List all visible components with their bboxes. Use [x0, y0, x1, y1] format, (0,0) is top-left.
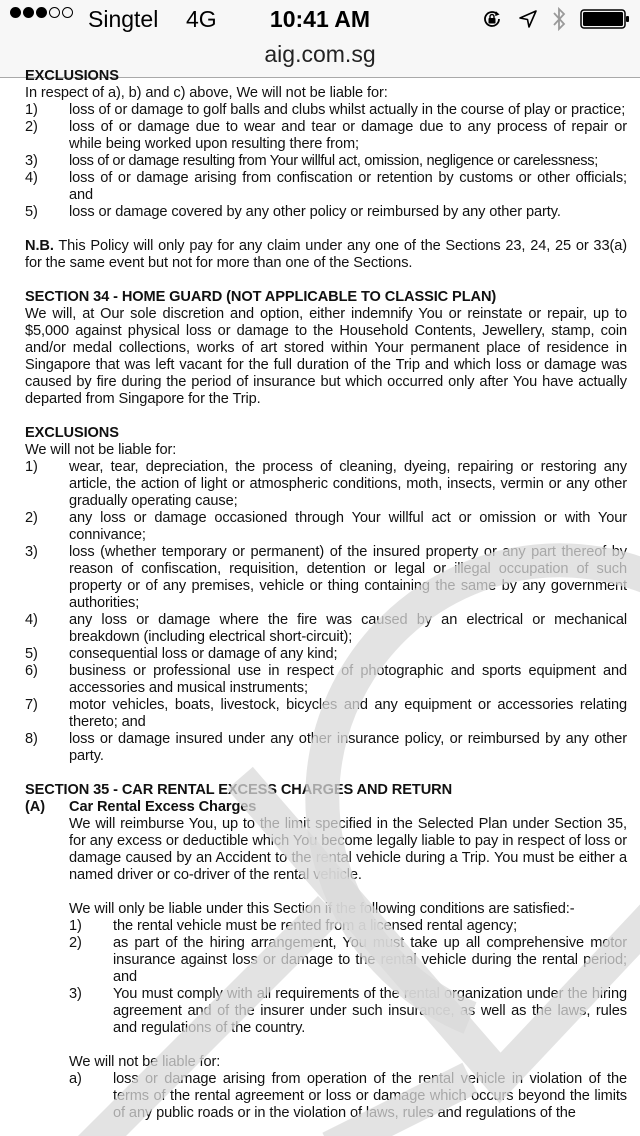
carrier-name: Singtel	[88, 6, 159, 32]
section-35-conditions-intro: We will only be liable under this Section if the following conditions are satisfied:-	[69, 901, 575, 917]
orientation-lock-icon	[480, 7, 504, 31]
list-item: 5) loss or damage covered by any other policy or reimbursed by any other party.	[25, 204, 561, 220]
status-bar	[0, 0, 640, 40]
section-34-exclusions-title: EXCLUSIONS	[25, 425, 119, 441]
list-item: 4) any loss or damage where the fire was caused by an electrical or mechanical breakdown (including electrical short-circuit);	[25, 612, 627, 645]
list-item: 3) You must comply with all requirements of the rental organization under the hiring agreement and of the insurer under such insurance, as well as the laws, rules and regulations of the country.	[69, 986, 627, 1036]
list-item: 1) wear, tear, depreciation, the process of cleaning, dyeing, repairing or restoring any article, the action of light or atmospheric conditions, moth, insects, vermin or any other gradually operating cause;	[25, 459, 627, 509]
url-text[interactable]: aig.com.sg	[264, 41, 376, 67]
list-item: a) loss or damage arising from operation of the rental vehicle in violation of the terms of the rental agreement or loss or damage which occurs beyond the limits of any public roads or in the violation of laws, rules and regulations of the	[69, 1071, 627, 1121]
section-35-conditions-list	[25, 918, 627, 1037]
battery-icon	[580, 8, 630, 30]
list-item: 6) business or professional use in respect of photographic and sports equipment and accessories and musical instruments;	[25, 663, 627, 696]
list-item: 3) loss (whether temporary or permanent) of the insured property or any part thereof by reason of confiscation, requisition, detention or legal or illegal occupation of such property or of any premises, vehicle or thing containing the same by any government authorities;	[25, 544, 627, 611]
web-page-content[interactable]	[0, 68, 640, 1136]
section-34-exclusions-intro: We will not be liable for:	[25, 442, 177, 458]
nb-note: N.B. This Policy will only pay for any claim under any one of the Sections 23, 24, 25 or 33(a) for the same event but not for more than one of the Sections.	[25, 238, 627, 271]
bluetooth-icon	[552, 7, 566, 31]
section-34-exclusions-list	[25, 459, 627, 765]
network-type: 4G	[186, 6, 217, 32]
location-arrow-icon	[518, 9, 538, 29]
list-item: 3) loss of or damage resulting from Your willful act, omission, negligence or carelessness;	[25, 153, 598, 169]
section-35-title: SECTION 35 - CAR RENTAL EXCESS CHARGES AND RETURN	[25, 782, 453, 798]
section-34-body: We will, at Our sole discretion and option, either indemnify You or reinstate or repair, up to $5,000 against physical loss or damage to the Household Contents, Jewellery, stamp, coin and/or medal collections, works of art stored within Your permanent place of residence in Singapore that was left vacant for the full duration of the Trip and which loss or damage was caused by fire during the period of insurance but which occurred only after You have actually departed from Singapore for the Trip.	[25, 306, 627, 407]
list-item: 4) loss of or damage arising from confiscation or retention by customs or other officials; and	[25, 170, 627, 203]
section-35-not-liable-list	[25, 1071, 627, 1122]
list-item: 1) the rental vehicle must be rented from a licensed rental agency;	[69, 918, 518, 934]
signal-strength-icon	[10, 7, 73, 18]
list-item: 2) any loss or damage occasioned through Your willful act or omission or with Your connivance;	[25, 510, 627, 543]
list-item: 2) as part of the hiring arrangement, You must take up all comprehensive motor insurance against loss or damage to the rental vehicle during the rental period; and	[69, 935, 627, 985]
exclusions-intro: In respect of a), b) and c) above, We will not be liable for:	[25, 85, 388, 101]
section-35-not-liable-intro: We will not be liable for:	[69, 1054, 221, 1070]
policy-document	[25, 68, 627, 1122]
list-item: 5) consequential loss or damage of any kind;	[25, 646, 338, 662]
section-34-title: SECTION 34 - HOME GUARD (NOT APPLICABLE TO CLASSIC PLAN)	[25, 289, 497, 305]
section-35-body: We will reimburse You, up to the limit specified in the Selected Plan under Section 35, for any excess or deductible which You become legally liable to pay in respect of loss or damage caused by an Accident to the rental vehicle during a Trip. You must be either a named driver or co-driver of the rental vehicle.	[69, 816, 627, 883]
exclusions-list-a	[25, 102, 627, 221]
clock: 10:41 AM	[269, 6, 371, 32]
list-item: 7) motor vehicles, boats, livestock, bicycles and any equipment or accessories relating thereto; and	[25, 697, 627, 730]
list-item: 2) loss of or damage due to wear and tear or damage due to any process of repair or while being worked upon resulting there from;	[25, 119, 627, 152]
list-item: 8) loss or damage insured under any other insurance policy, or reimbursed by any other party.	[25, 731, 627, 764]
section-heading-cut: EXCLUSIONS	[25, 68, 119, 84]
list-item: 1) loss of or damage to golf balls and clubs whilst actually in the course of play or practice;	[25, 102, 626, 118]
section-35-subheading: (A) Car Rental Excess Charges	[25, 799, 257, 815]
